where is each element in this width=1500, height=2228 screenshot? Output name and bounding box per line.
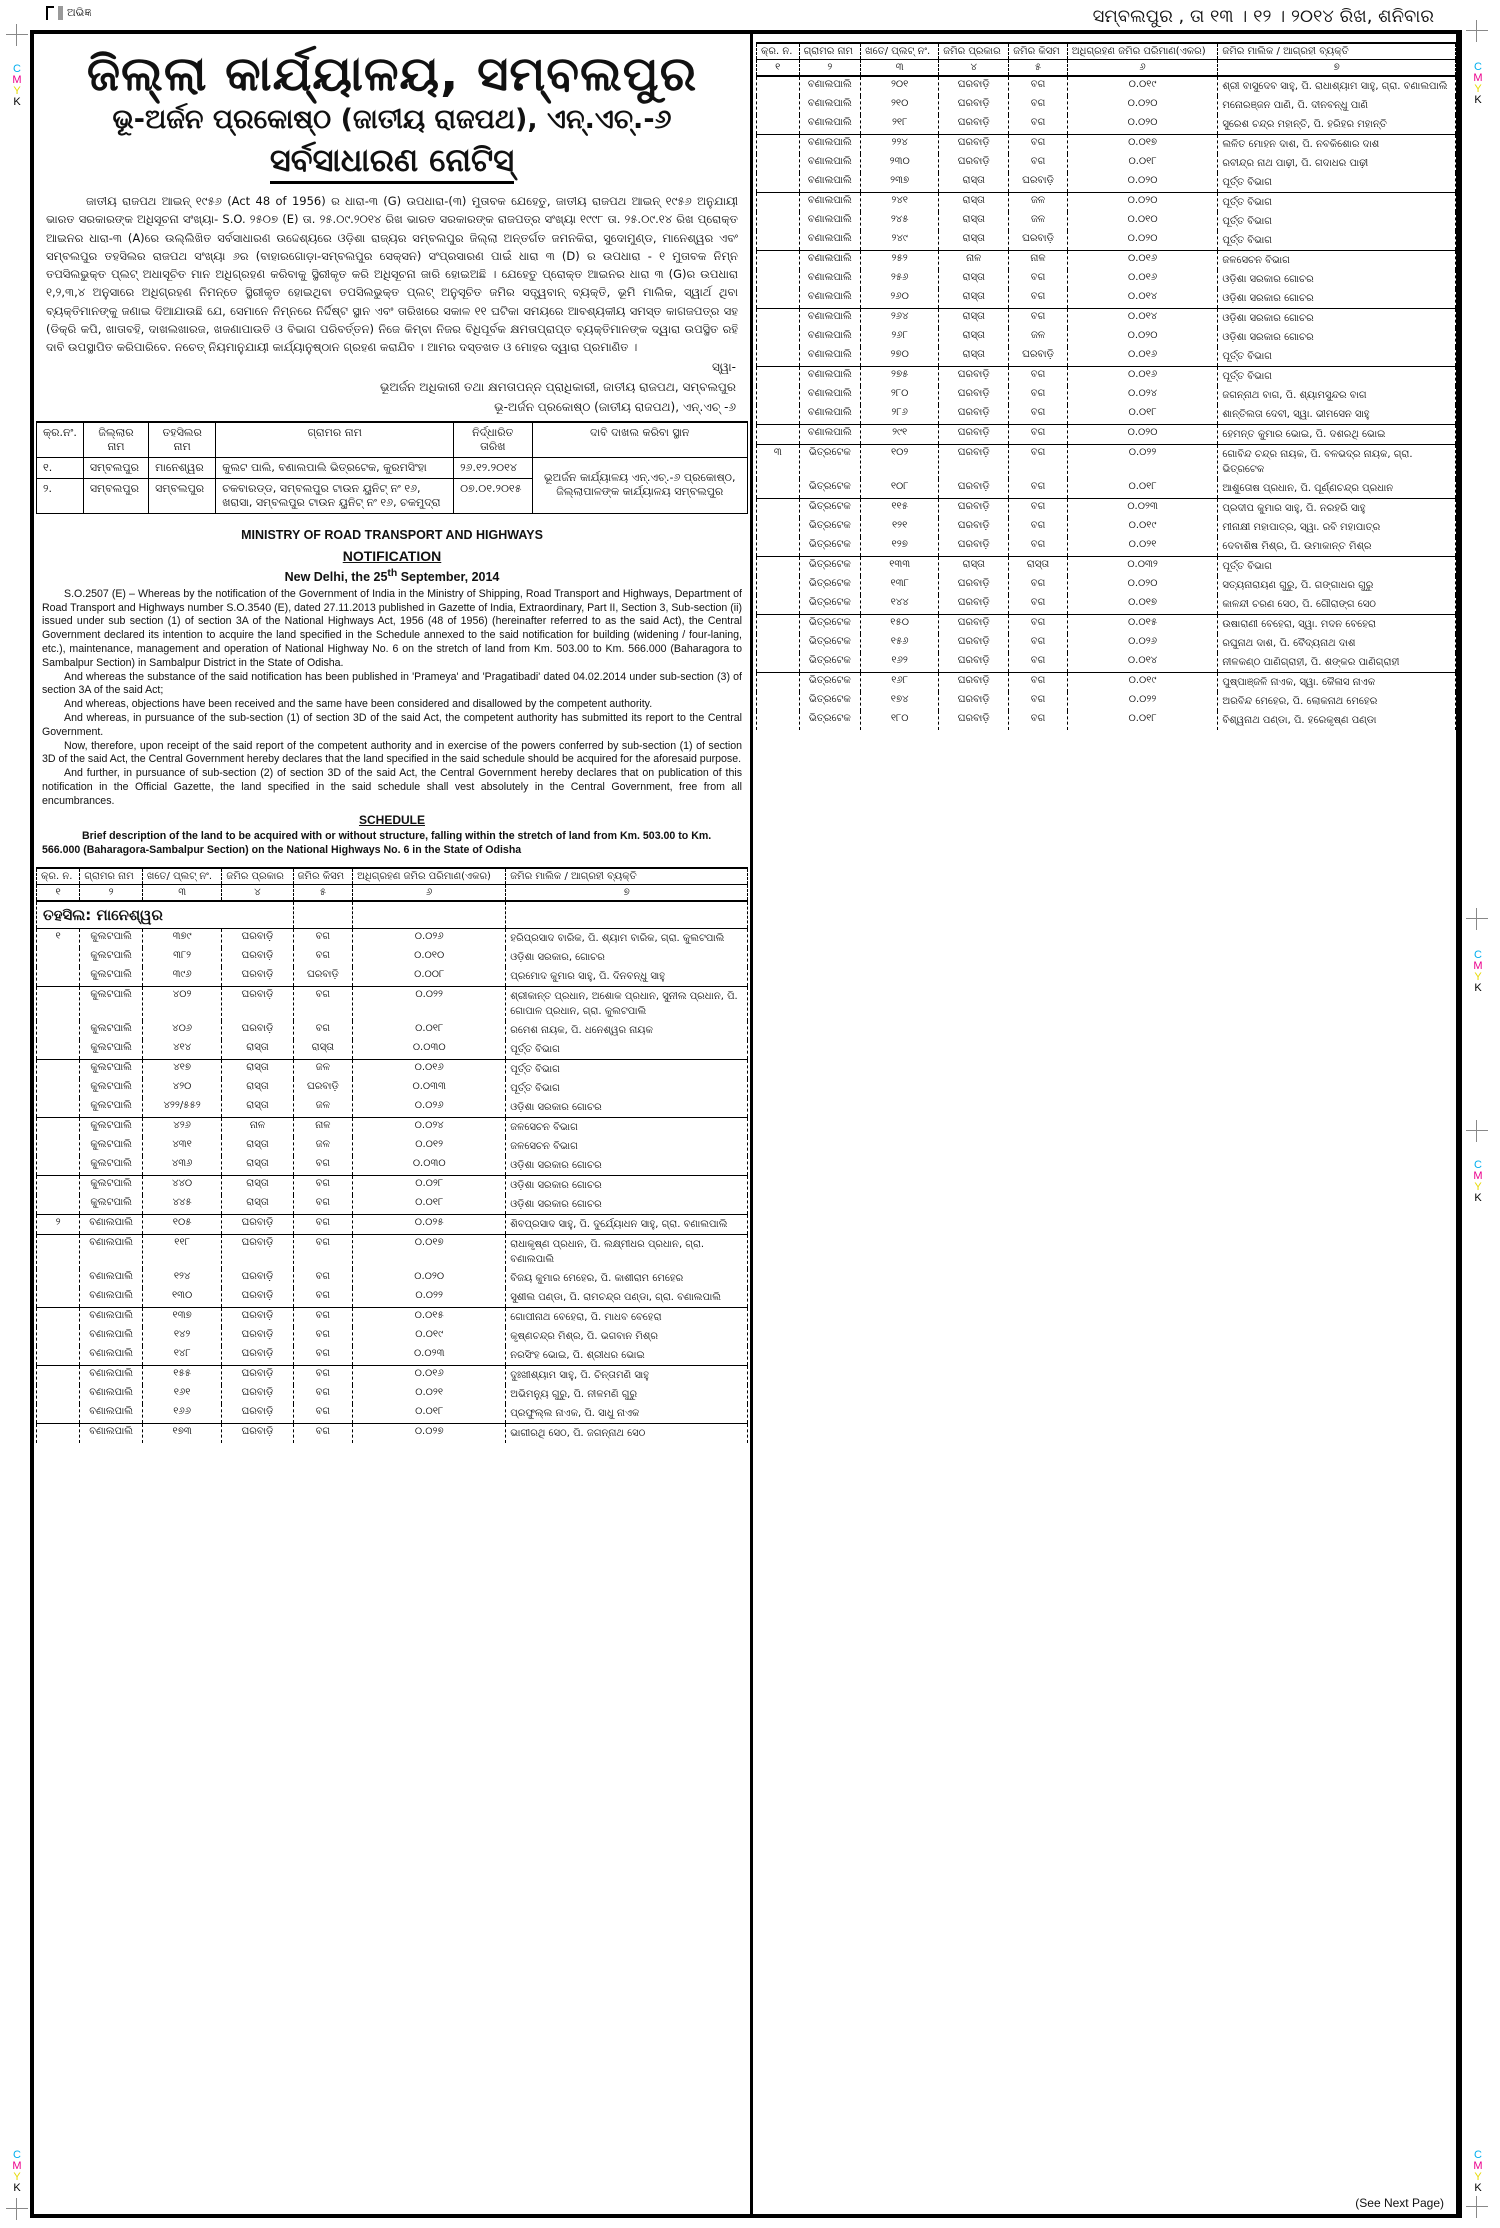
cmyk-registration-mark: C M Y K	[1473, 1159, 1483, 1204]
table-row: ବଣାଲପାଲି ୨୧୮ ଘରବାଡ଼ି ବଗ ୦.୦୨୦ ସୁରେଶ ଚନ୍ଦ୍ର ମହାନ୍ତି, ପି. ହରିହର ମହାନ୍ତି	[757, 115, 1456, 135]
table-row: ବଣାଲପାଲି ୧୪୨ ଘରବାଡ଼ି ବଗ ୦.୦୧୯ କୃଷ୍ଣଚନ୍ଦ୍ର ମିଶ୍ର, ପି. ଭଗବାନ ମିଶ୍ର	[37, 1327, 748, 1346]
table-row: ୨ ବଣାଲପାଲି ୧୦୫ ଘରବାଡ଼ି ବଗ ୦.୦୨୫ ଶିବପ୍ରସାଦ ସାହୁ, ପି. ଦୁର୍ଯ୍ୟୋଧନ ସାହୁ, ଗ୍ରା. ବଣାଲପାଲି	[37, 1214, 748, 1234]
table-row: କୁଲଟପାଲି ୪୨୬ ନାଳ ନାଳ ୦.୦୨୪ ଜଳସେଚନ ବିଭାଗ	[37, 1117, 748, 1137]
table-header-row: କ୍ର. ନ. ଗ୍ରାମର ନାମ ଖତେ/ ପ୍ଲଟ୍ ନଂ. ଜମିର ପ୍ରକାର ଜମିର କିସମ ଅଧିଗ୍ରହଣ ଜମିର ପରିମାଣ(ଏକର) ଜମିର ମାଲିକ / ଆଗ୍ରହୀ ବ୍ୟକ୍ତି	[757, 43, 1456, 60]
table-row: ବଣାଲପାଲି ୧୧୮ ଘରବାଡ଼ି ବଗ ୦.୦୧୭ ରାଧାକୃଷ୍ଣ ପ୍ରଧାନ, ପି. ଲକ୍ଷ୍ମୀଧର ପ୍ରଧାନ, ଗ୍ରା. ବଣାଲପାଲି	[37, 1234, 748, 1269]
table-row: ୧ କୁଲଟପାଲି ୩୭୯ ଘରବାଡ଼ି ବଗ ୦.୦୨୬ ହରିପ୍ରସାଦ ବାରିକ, ପି. ଶ୍ୟାମ ବାରିକ, ଗ୍ରା. କୁଲଟପାଲି	[37, 928, 748, 948]
table-row: କୁଲଟପାଲି ୪୩୬ ରାସ୍ତା ବଗ ୦.୦୩୦ ଓଡ଼ିଶା ସରକାର ଗୋଚର	[37, 1156, 748, 1176]
table-row: କୁଲଟପାଲି ୪୧୭ ରାସ୍ତା ଜଳ ୦.୦୧୬ ପୂର୍ତ୍ତ ବିଭାଗ	[37, 1059, 748, 1079]
table-row: ଭିତ୍ରଟେକ ୧୮୦ ଘରବାଡ଼ି ବଗ ୦.୦୧୮ ବିଶ୍ୱନାଥ ପଣ୍ଡା, ପି. ହରେକୃଷ୍ଣ ପଣ୍ଡା	[757, 711, 1456, 730]
table-row: ବଣାଲପାଲି ୨୮୬ ଘରବାଡ଼ି ବଗ ୦.୦୧୮ ଶାନ୍ତିଲତା ଦେବୀ, ସ୍ୱା. ଭୀମସେନ ସାହୁ	[757, 405, 1456, 425]
table-row: ବଣାଲପାଲି ୧୩୦ ଘରବାଡ଼ି ବଗ ୦.୦୨୨ ସୁଶୀଲ ପଣ୍ଡା, ପି. ରାମଚନ୍ଦ୍ର ପଣ୍ଡା, ଗ୍ରା. ବଣାଲପାଲି	[37, 1288, 748, 1308]
cmyk-registration-mark: C M Y K	[1473, 61, 1483, 106]
table-row: ବଣାଲପାଲି ୨୪୫ ରାସ୍ତା ଜଳ ୦.୦୧୦ ପୂର୍ତ୍ତ ବିଭାଗ	[757, 212, 1456, 231]
schedule-title: SCHEDULE	[358, 812, 425, 827]
table-row: ୨. ସମ୍ବଲପୁର ସମ୍ବଲପୁର ଚକବାରଡ୍ଡ, ସମ୍ବଲପୁର ଟାଉନ ୟୁନିଟ୍ ନଂ ୧୬, ଖରାସା, ସମ୍ବଲପୁର ଟାଉନ ୟୁନିଟ୍ ନଂ ୧୬, ଚକମୁଦ୍ରା ୦୭.୦୧.୨୦୧୫	[37, 478, 748, 513]
table-row: ବଣାଲପାଲି ୨୬୪ ରାସ୍ତା ବଗ ୦.୦୧୪ ଓଡ଼ିଶା ସରକାର ଗୋଚର	[757, 309, 1456, 329]
crop-mark-crosshair	[1466, 1120, 1488, 1142]
table-row: ବଣାଲପାଲି ୨୩୭ ରାସ୍ତା ଘରବାଡ଼ି ୦.୦୨୦ ପୂର୍ତ୍ତ ବିଭାଗ	[757, 173, 1456, 193]
tahasil-heading-row: ତହସିଲ: ମାନେଶ୍ୱର	[37, 901, 748, 929]
table-row: ବଣାଲପାଲି ୨୪୯ ରାସ୍ତା ଘରବାଡ଼ି ୦.୦୨୦ ପୂର୍ତ୍ତ ବିଭାଗ	[757, 231, 1456, 251]
table-row: ଭିତ୍ରଟେକ ୧୨୭ ଘରବାଡ଼ି ବଗ ୦.୦୨୧ ଦେବାଶିଷ ମିଶ୍ର, ପି. ଉମାକାନ୍ତ ମିଶ୍ର	[757, 537, 1456, 557]
table-row: ବଣାଲପାଲି ୨୩୦ ଘରବାଡ଼ି ବଗ ୦.୦୧୮ ରବୀନ୍ଦ୍ର ନାଥ ପାଢ଼ୀ, ପି. ଗଦାଧର ପାଢ଼ୀ	[757, 154, 1456, 173]
table-row: ୩ ଭିତ୍ରଟେକ ୧୦୨ ଘରବାଡ଼ି ବଗ ୦.୦୨୨ ଗୋବିନ୍ଦ ଚନ୍ଦ୍ର ନାୟକ, ପି. ବଳଭଦ୍ର ନାୟକ, ଗ୍ରା. ଭିତ୍ରଟେକ	[757, 445, 1456, 480]
table-row: କୁଲଟପାଲି ୪୨୦ ରାସ୍ତା ଘରବାଡ଼ି ୦.୦୩୩ ପୂର୍ତ୍ତ ବିଭାଗ	[37, 1079, 748, 1098]
notification-title: NOTIFICATION	[342, 547, 442, 564]
notice-subtitle: ଭୂ-ଅର୍ଜନ ପ୍ରକୋଷ୍ଠ (ଜାତୀୟ ରାଜପଥ), ଏନ୍.ଏଚ୍.-୬	[112, 104, 672, 135]
table-row: ବଣାଲପାଲି ୧୬୧ ଘରବାଡ଼ି ବଗ ୦.୦୨୧ ଅଭିମନ୍ୟୁ ଗୁରୁ, ପି. ନୀଳମଣି ଗୁରୁ	[37, 1385, 748, 1404]
table-row: କୁଲଟପାଲି ୪୪୦ ରାସ୍ତା ବଗ ୦.୦୨୮ ଓଡ଼ିଶା ସରକାର ଗୋଚର	[37, 1175, 748, 1195]
table-row: ଭିତ୍ରଟେକ ୧୫୬ ଘରବାଡ଼ି ବଗ ୦.୦୨୬ ରଘୁନାଥ ଦାଶ, ପି. ବୈଦ୍ୟନାଥ ଦାଶ	[757, 634, 1456, 653]
claim-venue: ଭୂଅର୍ଜନ କାର୍ଯ୍ୟାଳୟ ଏନ୍.ଏଚ୍.-୬ ପ୍ରକୋଷ୍ଠ, ଜିଲ୍ଲାପାଳଙ୍କ କାର୍ଯ୍ୟାଳୟ ସମ୍ବଲପୁର	[532, 457, 747, 513]
table-row: ବଣାଲପାଲି ୧୪୮ ଘରବାଡ଼ି ବଗ ୦.୦୨୩ ନରସିଂହ ଭୋଇ, ପି. ଶ୍ରୀଧର ଭୋଇ	[37, 1346, 748, 1366]
table-row: ଭିତ୍ରଟେକ ୧୬୨ ଘରବାଡ଼ି ବଗ ୦.୦୧୪ ନୀଳକଣ୍ଠ ପାଣିଗ୍ରାହୀ, ପି. ଶଙ୍କର ପାଣିଗ୍ରାହୀ	[757, 653, 1456, 673]
see-next-page-label: (See Next Page)	[1351, 2196, 1448, 2210]
notice-body: ଜାତୀୟ ରାଜପଥ ଆଇନ୍ ୧୯୫୬ (Act 48 of 1956) ର ଧାରା-୩ (G) ଉପଧାରା-(୩) ମୁତାବକ ଯେହେତୁ, ଜାତୀୟ ରାଜପଥ ଆଇନ୍ ୧୯୫୬ ଅନୁଯାୟୀ ଭାରତ ସରକାରଙ୍କ ଅଧିସୂଚନା ସଂଖ୍ୟା- S.O. ୨୫୦୭ (E) ତା. ୨୫.୦୯.୨୦୧୪ ରିଖ ଭାରତ ସରକାରଙ୍କ ରାଜପତ୍ର ସଂଖ୍ୟା ୧୯୯୮ ତା. ୨୫.୦୯.୧୪ ରିଖ ପ୍ରୋକ୍ତ ଆଇନର ଧାରା-୩ (A)ରେ ଉଲ୍ଲିଖିତ ସର୍ବସାଧାରଣ ଉଦ୍ଦେଶ୍ୟରେ ଓଡ଼ିଶା ରାଜ୍ୟର ସମ୍ବଲପୁର ଜିଲ୍ଲା ଅନ୍ତର୍ଗତ ଜମନକିରା, ସୁଦୋମୁଣ୍ଡ, ମାନେଶ୍ୱର ଏବଂ ସମ୍ବଲପୁର ତହସିଲର ରାଜପଥ ସଂଖ୍ୟା ୬ର (ବାହାରଗୋଡ଼ା-ସମ୍ବଲପୁର ସେକ୍ସନ) ସଂପ୍ରସାରଣ ପାଇଁ ଧାରା ୩ (D) ର ଉପଧାରା - ୧ ମୁତାବକ ନିମ୍ନ ତପସିଲଭୁକ୍ତ ପ୍ଲଟ୍ ଅଧାସୂଚିତ ମାନ ଅଧିଗ୍ରହଣ କରିବାକୁ ସ୍ଥିରୀକୃତ କରି ଅଧିସୂଚନା ଜାରି ହୋଇଅଛି । ଯେହେତୁ ପ୍ରୋକ୍ତ ଆଇନର ଧାରା ୩ (G)ର ଉପଧାରା ୧,୨,୩,୪ ଅନୁସାରେ ଅଧିଗ୍ରହଣ ନିମନ୍ତେ ସ୍ଥିରୀକୃତ ହୋଇଥିବା ତପସିଲଭୁକ୍ତ ପ୍ଲଟ୍ ଅନୁସୂଚିତ ଜମିର ସତ୍ତ୍ୱବାନ୍ ବ୍ୟକ୍ତି, ଭୂମି ମାଲିକ, ସ୍ୱାର୍ଥ ଥିବା ବ୍ୟକ୍ତିମାନଙ୍କୁ ଜଣାଇ ଦିଆଯାଉଛି ଯେ, ସେମାନେ ନିମ୍ନରେ ନିର୍ଦ୍ଦିଷ୍ଟ ସ୍ଥାନ ଏବଂ ତାରିଖରେ ସକାଳ ୧୧ ଘଟିକା ସମୟରେ ଆବଶ୍ୟକୀୟ ସମସ୍ତ କାଗଜପତ୍ର ସହ (ଡିକ୍ରି କପି, ଖାତାବହି, ଦାଖଲଖାରଜ, ଖଜଣାପାଉତି ଓ ବିଭାଗ ପରିବର୍ତ୍ତନ) ନିଜେ କିମ୍ବା ନିଜର ବିଧିପୂର୍ବକ କ୍ଷମତାପ୍ରାପ୍ତ ବ୍ୟକ୍ତିମାନଙ୍କ ଦ୍ୱାରା ଉପସ୍ଥିତ ରହି ଦାବି ଉପସ୍ଥାପିତ କରିପାରିବେ. ନଚେତ୍ ନିୟମାନୁଯାୟୀ କାର୍ଯ୍ୟାନୁଷ୍ଠାନ ଗ୍ରହଣ କରାଯିବ । ଆମର ଦସ୍ତଖତ ଓ ମୋହର ଦ୍ୱାରା ପ୍ରମାଣିତ ।	[46, 194, 738, 355]
column-number-row: ୧ ୨ ୩ ୪ ୫ ୬ ୭	[757, 60, 1456, 77]
table-row: ଭିତ୍ରଟେକ ୧୫୦ ଘରବାଡ଼ି ବଗ ୦.୦୧୫ ଉଷାରାଣୀ ବେହେରା, ସ୍ୱା. ମଦନ ବେହେରା	[757, 615, 1456, 635]
table-row: ବଣାଲପାଲି ୨୭୦ ରାସ୍ତା ଘରବାଡ଼ି ୦.୦୧୬ ପୂର୍ତ୍ତ ବିଭାଗ	[757, 347, 1456, 367]
crop-corner-mark	[46, 6, 54, 20]
table-row: ବଣାଲପାଲି ୨୧୦ ଘରବାଡ଼ି ବଗ ୦.୦୨୦ ମନୋରଞ୍ଜନ ପାଣି, ପି. ଦୀନବନ୍ଧୁ ପାଣି	[757, 96, 1456, 115]
page-tab-bar	[58, 6, 63, 20]
table-row: କୁଲଟପାଲି ୪୪୫ ରାସ୍ତା ବଗ ୦.୦୧୮ ଓଡ଼ିଶା ସରକାର ଗୋଚର	[37, 1195, 748, 1215]
hearing-schedule-table	[36, 421, 748, 514]
crop-mark-crosshair	[1466, 2196, 1488, 2218]
table-row: ବଣାଲପାଲି ୧୨୪ ଘରବାଡ଼ି ବଗ ୦.୦୨୦ ବିଜୟ କୁମାର ମେହେର, ପି. କାଶୀରାମ ମେହେର	[37, 1269, 748, 1288]
table-row: ଭିତ୍ରଟେକ ୧୭୪ ଘରବାଡ଼ି ବଗ ୦.୦୨୨ ଅରବିନ୍ଦ ମେହେର, ପି. ଲୋକନାଥ ମେହେର	[757, 692, 1456, 711]
left-column	[36, 34, 748, 2212]
table-row: ଭିତ୍ରଟେକ ୧୨୧ ଘରବାଡ଼ି ବଗ ୦.୦୧୯ ମୀନାକ୍ଷୀ ମହାପାତ୍ର, ସ୍ୱା. ରବି ମହାପାତ୍ର	[757, 518, 1456, 537]
table-row: କୁଲଟପାଲି ୩୯୬ ଘରବାଡ଼ି ଘରବାଡ଼ି ୦.୦୦୮ ପ୍ରମୋଦ କୁମାର ସାହୁ, ପି. ଦିନବନ୍ଧୁ ସାହୁ	[37, 967, 748, 987]
crop-mark-crosshair	[6, 2198, 28, 2220]
table-row: ବଣାଲପାଲି ୨୫୬ ରାସ୍ତା ବଗ ୦.୦୧୬ ଓଡ଼ିଶା ସରକାର ଗୋଚର	[757, 270, 1456, 289]
table-row: କୁଲଟପାଲି ୪୩୧ ରାସ୍ତା ଜଳ ୦.୦୧୨ ଜଳସେଚନ ବିଭାଗ	[37, 1137, 748, 1156]
crop-mark-crosshair	[6, 24, 28, 46]
table-row: ବଣାଲପାଲି ୨୮୦ ଘରବାଡ଼ି ବଗ ୦.୦୨୪ ଜଗନ୍ନାଥ ବାଗ, ପି. ଶ୍ୟାମସୁନ୍ଦର ବାଗ	[757, 386, 1456, 405]
notification-body: S.O.2507 (E) – Whereas by the notification of the Government of India in the Ministry of Shipping, Road Transport and Highways, Department of Road Transport and Highways number S.O.3540 (E), dated 27.11.2013 published in Gazette of India, Extraordinary, Part II, Section 3, Sub-section (ii) issued under sub section (1) of section 3A of the National Highways Act, 1956 (48 of 1956) (hereinafter referred to as the said Act), the Central Government declared its intention to acquire the land specified in the Schedule annexed to the said notification for building (widening / four-laning, etc.), maintenance, management and operation of National Highway No. 6 on the stretch of land from Km. 503.00 to Km. 566.000 (Baharagora to Sambalpur Section) in Sambalpur District in the State of Odisha. And whereas the substance of the said notification has been published in 'Prameya' and 'Pragatibadi' dated 04.02.2014 under sub-section (3) of section 3A of the said Act; And whereas, objections have been received and the same have been considered and disallowed by the competent authority. And whereas, in pursuance of the sub-section (1) of section 3D of the said Act, the competent authority has submitted its report to the Central Government. Now, therefore, upon receipt of the said report of the competent authority and in exercise of the powers conferred by sub-section (1) of section 3D of the said Act, the Central Government hereby declares that the land specified in the said schedule should be acquired for the aforesaid purpose. And further, in pursuance of sub-section (2) of section 3D of the said Act, the Central Government hereby declares that on publication of this notification in the Official Gazette, the land specified in the said schedule shall vest absolutely in the Central Government, free from all encumbrances.	[42, 587, 742, 807]
land-schedule-table-left	[36, 867, 748, 1443]
cmyk-registration-mark: C M Y K	[1473, 2149, 1483, 2194]
table-row: ବଣାଲପାଲି ୨୫୨ ନାଳ ନାଳ ୦.୦୧୬ ଜଳସେଚନ ବିଭାଗ	[757, 251, 1456, 271]
table-row: ବଣାଲପାଲି ୨୯୧ ଘରବାଡ଼ି ବଗ ୦.୦୨୦ ହେମନ୍ତ କୁମାର ଭୋଇ, ପି. ଦଶରଥି ଭୋଇ	[757, 425, 1456, 445]
table-row: ଭିତ୍ରଟେକ ୧୦୮ ଘରବାଡ଼ି ବଗ ୦.୦୧୮ ଆଶୁତୋଷ ପ୍ରଧାନ, ପି. ପୂର୍ଣ୍ଣଚନ୍ଦ୍ର ପ୍ରଧାନ	[757, 479, 1456, 499]
cmyk-registration-mark: C M Y K	[12, 2149, 22, 2194]
right-column	[756, 34, 1456, 2214]
notice-heading: ସର୍ବସାଧାରଣ ନୋଟିସ୍	[36, 138, 748, 182]
page-label: ଅଭିଜ୍ଞ	[67, 6, 92, 19]
table-row: କୁଲଟପାଲି ୪୦୨ ଘରବାଡ଼ି ବଗ ୦.୦୨୨ ଶ୍ରୀକାନ୍ତ ପ୍ରଧାନ, ଅଶୋକ ପ୍ରଧାନ, ସୁନୀଲ ପ୍ରଧାନ, ପି. ଗୋପାଳ ପ୍ରଧାନ, ଗ୍ରା. କୁଲଟପାଲି	[37, 986, 748, 1021]
table-row: ବଣାଲପାଲି ୨୦୧ ଘରବାଡ଼ି ବଗ ୦.୦୧୯ ଶ୍ରୀ ବାସୁଦେବ ସାହୁ, ପି. ରାଧାଶ୍ୟାମ ସାହୁ, ଗ୍ରା. ବଣାଲପାଲି	[757, 76, 1456, 96]
notice-title: ଜିଲ୍ଲା କାର୍ଯ୍ୟାଳୟ, ସମ୍ବଲପୁର	[86, 46, 698, 102]
ministry-heading: MINISTRY OF ROAD TRANSPORT AND HIGHWAYS	[241, 527, 543, 542]
crop-mark-crosshair	[1466, 908, 1488, 930]
page-dateline: ସମ୍ବଲପୁର , ତା ୧୩ । ୧୨ । ୨୦୧୪ ରିଖ, ଶନିବାର	[1092, 6, 1434, 27]
land-schedule-table-right	[756, 42, 1456, 730]
table-row: ଭିତ୍ରଟେକ ୧୪୪ ଘରବାଡ଼ି ବଗ ୦.୦୧୭ କାଳନ୍ଦୀ ଚରଣ ସେଠ, ପି. ଗୌରାଙ୍ଗ ସେଠ	[757, 595, 1456, 615]
table-row: କୁଲଟପାଲି ୩୮୨ ଘରବାଡ଼ି ବଗ ୦.୦୧୦ ଓଡ଼ିଶା ସରକାର, ଗୋଚର	[37, 948, 748, 967]
table-row: ବଣାଲପାଲି ୧୩୭ ଘରବାଡ଼ି ବଗ ୦.୦୧୫ ଗୋପୀନାଥ ବେହେରା, ପି. ମାଧବ ବେହେରା	[37, 1307, 748, 1327]
table-row: କୁଲଟପାଲି ୪୦୬ ଘରବାଡ଼ି ବଗ ୦.୦୧୮ ରମେଶ ନାୟକ, ପି. ଧନେଶ୍ୱର ନାୟକ	[37, 1021, 748, 1040]
table-row: ବଣାଲପାଲି ୧୫୫ ଘରବାଡ଼ି ବଗ ୦.୦୧୬ ଦୁଃଖୀଶ୍ୟାମ ସାହୁ, ପି. ଚିନ୍ତାମଣି ସାହୁ	[37, 1365, 748, 1385]
table-header-row: କ୍ର.ନଂ. ଜିଲ୍ଲାର ନାମ ତହସିଲର ନାମ ଗ୍ରାମର ନାମ ନିର୍ଦ୍ଧାରିତ ତାରିଖ ଦାବି ଦାଖଲ କରିବା ସ୍ଥାନ	[37, 422, 748, 458]
table-row: ବଣାଲପାଲି ୨୬୮ ରାସ୍ତା ଜଳ ୦.୦୨୦ ଓଡ଼ିଶା ସରକାର ଗୋଚର	[757, 328, 1456, 347]
table-row: ବଣାଲପାଲି ୧୭୩ ଘରବାଡ଼ି ବଗ ୦.୦୨୭ ଭାଗୀରଥି ସେଠ, ପି. ଜଗନ୍ନାଥ ସେଠ	[37, 1423, 748, 1443]
table-row: ଭିତ୍ରଟେକ ୧୩୮ ଘରବାଡ଼ି ବଗ ୦.୦୨୦ ସତ୍ୟନାରାୟଣ ଗୁରୁ, ପି. ଗଙ୍ଗାଧର ଗୁରୁ	[757, 576, 1456, 595]
table-row: ୧. ସମ୍ବଲପୁର ମାନେଶ୍ୱର କୁଲଟ ପାଲି, ବଣାଲପାଲି ଭିତ୍ରଟେକ, କୁରମସିଂହା ୨୬.୧୨.୨୦୧୪ ଭୂଅର୍ଜନ କାର୍ଯ୍ୟାଳୟ ଏନ୍.ଏଚ୍.-୬ ପ୍ରକୋଷ୍ଠ, ଜିଲ୍ଲାପାଳଙ୍କ କାର୍ଯ୍ୟାଳୟ ସମ୍ବଲପୁର	[37, 457, 748, 478]
column-number-row: ୧ ୨ ୩ ୪ ୫ ୬ ୭	[37, 884, 748, 901]
column-divider	[750, 34, 753, 2214]
table-row: ବଣାଲପାଲି ୨୨୪ ଘରବାଡ଼ି ବଗ ୦.୦୧୭ ଲଳିତ ମୋହନ ଦାଶ, ପି. ନବକିଶୋର ଦାଶ	[757, 135, 1456, 155]
table-row: ଭିତ୍ରଟେକ ୧୩୩ ରାସ୍ତା ରାସ୍ତା ୦.୦୩୨ ପୂର୍ତ୍ତ ବିଭାଗ	[757, 557, 1456, 577]
crop-mark-crosshair	[1466, 20, 1488, 42]
table-row: ବଣାଲପାଲି ୨୪୧ ରାସ୍ତା ଜଳ ୦.୦୨୦ ପୂର୍ତ୍ତ ବିଭାଗ	[757, 193, 1456, 213]
table-row: ବଣାଲପାଲି ୨୬୦ ରାସ୍ତା ବଗ ୦.୦୧୪ ଓଡ଼ିଶା ସରକାର ଗୋଚର	[757, 289, 1456, 309]
table-row: କୁଲଟପାଲି ୪୧୪ ରାସ୍ତା ରାସ୍ତା ୦.୦୩୦ ପୂର୍ତ୍ତ ବିଭାଗ	[37, 1040, 748, 1060]
signature-block: ସ୍ୱା- ଭୂଅର୍ଜନ ଅଧିକାରୀ ତଥା କ୍ଷମତାପନ୍ନ ପ୍ରାଧିକାରୀ, ଜାତୀୟ ରାଜପଥ, ସମ୍ବଲପୁର ଭୂ-ଅର୍ଜନ ପ୍ରକୋଷ୍ଠ (ଜାତୀୟ ରାଜପଥ), ଏନ୍.ଏଚ୍ -୬	[379, 359, 736, 414]
table-row: ବଣାଲପାଲି ୨୭୫ ଘରବାଡ଼ି ବଗ ୦.୦୧୬ ପୂର୍ତ୍ତ ବିଭାଗ	[757, 367, 1456, 387]
notification-date: New Delhi, the 25th September, 2014	[284, 567, 500, 584]
page-header-left	[46, 6, 91, 20]
table-row: ଭିତ୍ରଟେକ ୧୧୫ ଘରବାଡ଼ି ବଗ ୦.୦୨୩ ପ୍ରଦୀପ କୁମାର ସାହୁ, ପି. ନରହରି ସାହୁ	[757, 499, 1456, 519]
table-row: ଭିତ୍ରଟେକ ୧୬୮ ଘରବାଡ଼ି ବଗ ୦.୦୧୯ ପୁଷ୍ପାଞ୍ଜଳି ନାଏକ, ସ୍ୱା. କୈଳାସ ନାଏକ	[757, 673, 1456, 693]
schedule-description: Brief description of the land to be acquired with or without structure, falling within the stretch of land from Km. 503.00 to Km. 566.000 (Baharagora-Sambalpur Section) on the National Highways No. 6 in the State of Odisha	[42, 829, 712, 856]
table-row: କୁଲଟପାଲି ୪୨୨/୫୫୨ ରାସ୍ତା ଜଳ ୦.୦୨୬ ଓଡ଼ିଶା ସରକାର ଗୋଚର	[37, 1098, 748, 1118]
table-row: ବଣାଲପାଲି ୧୬୬ ଘରବାଡ଼ି ବଗ ୦.୦୧୮ ପ୍ରଫୁଲ୍ଲ ନାଏକ, ପି. ସାଧୁ ନାଏକ	[37, 1404, 748, 1424]
cmyk-registration-mark: C M Y K	[12, 63, 22, 108]
table-header-row: କ୍ର. ନ. ଗ୍ରାମର ନାମ ଖତେ/ ପ୍ଲଟ୍ ନଂ. ଜମିର ପ୍ରକାର ଜମିର କିସମ ଅଧିଗ୍ରହଣ ଜମିର ପରିମାଣ(ଏକର) ଜମିର ମାଲିକ / ଆଗ୍ରହୀ ବ୍ୟକ୍ତି	[37, 868, 748, 885]
cmyk-registration-mark: C M Y K	[1473, 949, 1483, 994]
